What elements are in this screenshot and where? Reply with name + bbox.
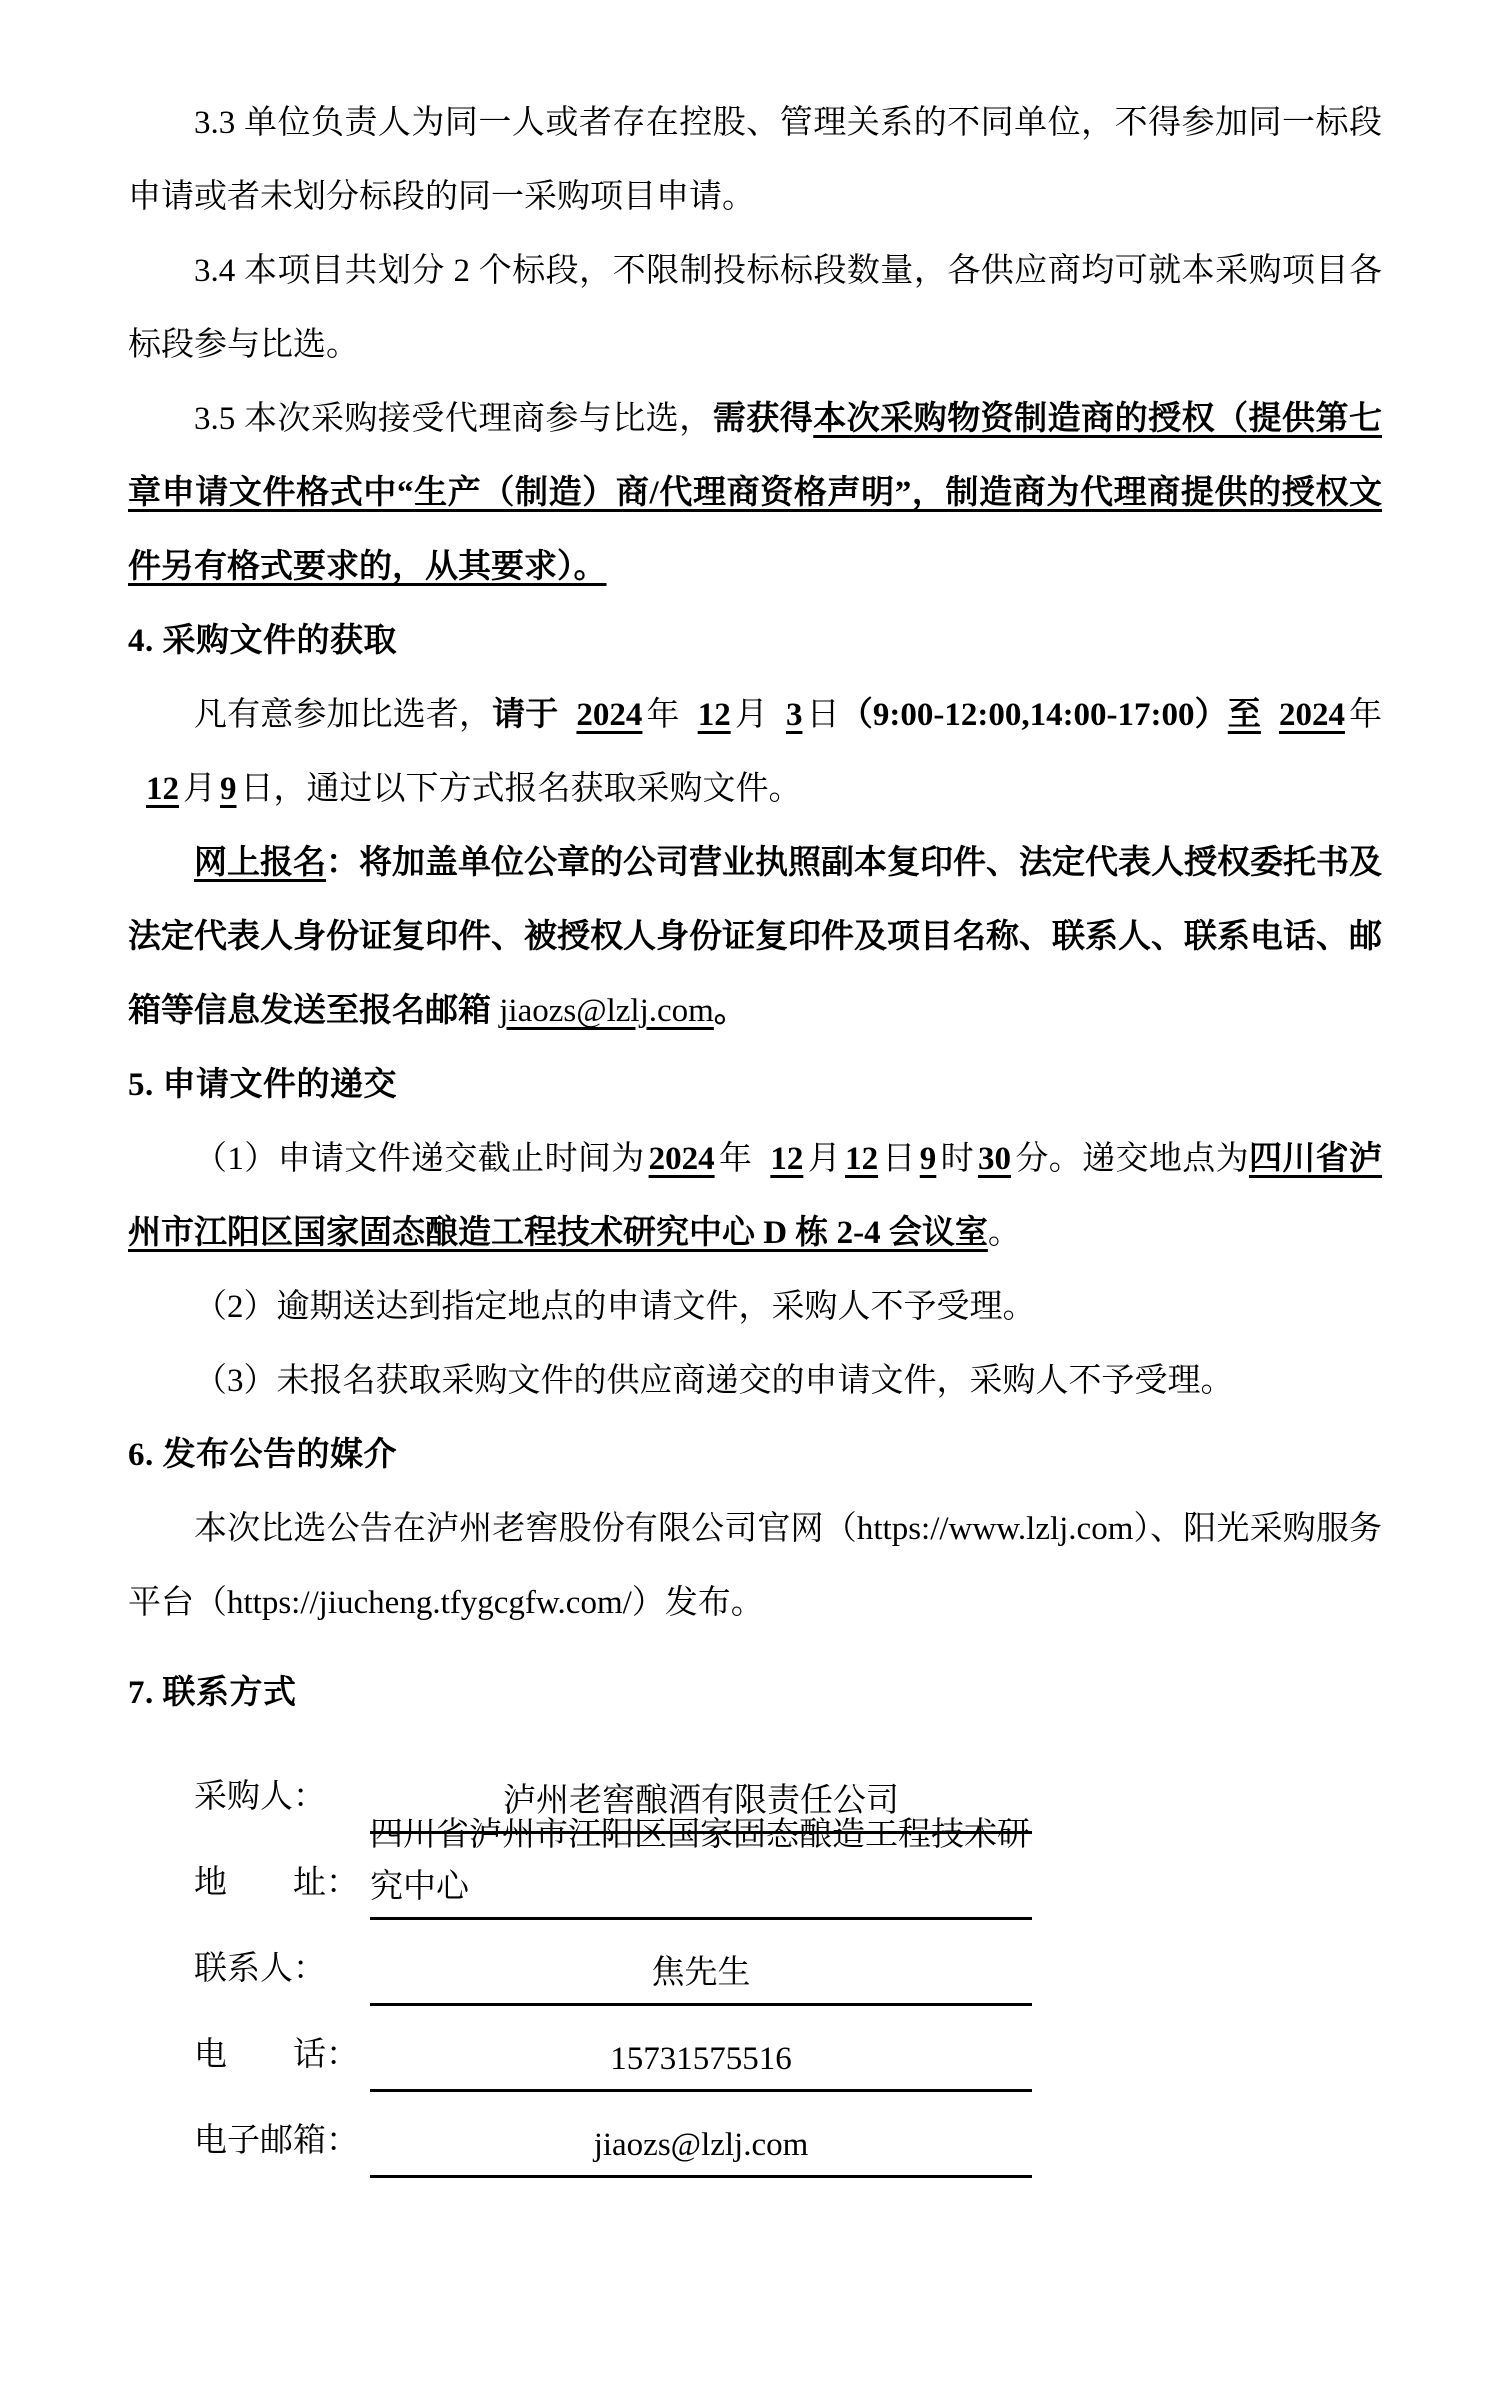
submission-deadline-prefix: （1）申请文件递交截止时间为 xyxy=(194,1141,645,1177)
contact-value-phone: 15731575516 xyxy=(370,2033,1032,2092)
paragraph-6-media xyxy=(128,1492,1382,1640)
contact-row-email xyxy=(128,2092,1382,2178)
deadline-minute-value: 30 xyxy=(978,1141,1012,1177)
online-registration-label: 网上报名 xyxy=(194,845,326,881)
start-month-value: 12 xyxy=(697,697,731,733)
deadline-day-unit: 日 xyxy=(882,1141,916,1177)
paragraph-3-5-emphasis: 需获得 xyxy=(712,401,814,437)
deadline-month-unit: 月 xyxy=(807,1141,842,1177)
paragraph-4-acquire xyxy=(128,678,1382,826)
heading-section-7 xyxy=(128,1656,1382,1730)
procurement-platform-url[interactable]: https://jiucheng.tfygcgfw.com/ xyxy=(227,1585,632,1621)
heading-section-4-title: 采购文件的获取 xyxy=(162,623,397,659)
end-day-unit: 日 xyxy=(240,771,274,807)
heading-section-6 xyxy=(128,1418,1382,1492)
heading-section-5 xyxy=(128,1048,1382,1122)
spacer xyxy=(128,1640,1382,1656)
media-text-2: ）、阳光采购服务平台（ xyxy=(128,1511,1383,1621)
start-day-value: 3 xyxy=(785,697,803,733)
acquire-to-label: 至 xyxy=(1227,697,1261,733)
heading-section-6-title: 发布公告的媒介 xyxy=(162,1437,397,1473)
media-text-3: ）发布。 xyxy=(631,1585,764,1621)
end-year-unit: 年 xyxy=(1348,697,1383,733)
deadline-minute-unit: 分 xyxy=(1015,1141,1049,1177)
contact-label-email: 电子邮箱： xyxy=(194,2123,359,2159)
start-year-value: 2024 xyxy=(576,697,643,733)
start-year-unit: 年 xyxy=(646,697,680,733)
submission-deadline-suffix: 。 xyxy=(987,1215,1021,1251)
paragraph-3-4: 3.4 本项目共划分 2 个标段，不限制投标标段数量，各供应商均可就本采购项目各标段参与比选。 xyxy=(128,253,1382,363)
paragraph-5-item-1 xyxy=(128,1122,1382,1270)
paragraph-3-5-plain: 3.5 本次采购接受代理商参与比选， xyxy=(194,401,713,437)
heading-section-7-title: 联系方式 xyxy=(162,1675,297,1711)
acquire-tail: ，通过以下方式报名获取采购文件。 xyxy=(273,771,802,807)
official-website-url[interactable]: https://www.lzlj.com xyxy=(856,1511,1134,1547)
submission-place: 四川省泸州市江阳区国家固态酿造工程技术研究中心 D 栋 2-4 会议室 xyxy=(128,1141,1383,1251)
contact-value-email[interactable]: jiaozs@lzlj.com xyxy=(370,2119,1032,2178)
start-month-unit: 月 xyxy=(734,697,768,733)
deadline-year-unit: 年 xyxy=(718,1141,753,1177)
contact-row-person xyxy=(128,1920,1382,2006)
contact-label-purchaser: 采购人： xyxy=(194,1779,326,1815)
registration-email[interactable]: jiaozs@lzlj.com xyxy=(499,993,714,1029)
heading-section-4 xyxy=(128,604,1382,678)
acquire-hours: （9:00-12:00,14:00-17:00） xyxy=(839,697,1228,733)
acquire-please-on: 请于 xyxy=(492,697,559,733)
end-month-value: 12 xyxy=(146,771,179,807)
paragraph-3-5-underlined: 本次采购物资制造商的授权（提供第七章申请文件格式中“生产（制造）商/代理商资格声明”，制造商为代理商提供的授权文件另有格式要求的，从其要求）。 xyxy=(128,401,1383,585)
deadline-year-value: 2024 xyxy=(648,1141,715,1177)
media-text-1: 本次比选公告在泸州老窖股份有限公司官网（ xyxy=(194,1511,857,1547)
contact-label-phone: 电 话： xyxy=(194,2037,359,2073)
document-body xyxy=(128,86,1382,2178)
heading-section-4-number: 4. xyxy=(128,623,154,659)
submission-deadline-mid: 。递交地点为 xyxy=(1048,1141,1249,1177)
deadline-hour-unit: 时 xyxy=(940,1141,975,1177)
heading-section-6-number: 6. xyxy=(128,1437,154,1473)
deadline-month-value: 12 xyxy=(770,1141,804,1177)
deadline-hour-value: 9 xyxy=(919,1141,937,1177)
contact-row-phone xyxy=(128,2006,1382,2092)
start-day-unit: 日 xyxy=(806,697,840,733)
contact-value-purchaser: 泸州老窖酿酒有限责任公司 xyxy=(370,1775,1032,1834)
paragraph-4-online-registration xyxy=(128,826,1382,1048)
deadline-day-value: 12 xyxy=(845,1141,879,1177)
online-registration-colon: ： xyxy=(326,845,359,881)
heading-section-7-number: 7. xyxy=(128,1675,154,1711)
end-day-value: 9 xyxy=(220,771,237,807)
heading-section-5-title: 申请文件的递交 xyxy=(162,1067,397,1103)
end-year-value: 2024 xyxy=(1278,697,1345,733)
paragraph-5-item-3: （3）未报名获取采购文件的供应商递交的申请文件，采购人不予受理。 xyxy=(194,1363,1234,1399)
online-registration-period: 。 xyxy=(713,993,747,1029)
online-registration-text: 将加盖单位公章的公司营业执照副本复印件、法定代表人授权委托书及法定代表人身份证复印件、被授权人身份证复印件及项目名称、联系人、联系电话、邮箱等信息发送至报名邮箱 xyxy=(128,845,1382,1029)
end-month-unit: 月 xyxy=(183,771,216,807)
contact-label-address: 地 址： xyxy=(194,1865,359,1901)
paragraph-3-3: 3.3 单位负责人为同一人或者存在控股、管理关系的不同单位，不得参加同一标段申请或者未划分标段的同一采购项目申请。 xyxy=(128,105,1382,215)
contact-block xyxy=(128,1748,1382,2178)
paragraph-5-item-2: （2）逾期送达到指定地点的申请文件，采购人不予受理。 xyxy=(194,1289,1036,1325)
contact-value-person: 焦先生 xyxy=(370,1947,1032,2006)
contact-value-address: 四川省泸州市江阳区国家固态酿造工程技术研究中心 xyxy=(370,1809,1032,1920)
acquire-lead: 凡有意参加比选者， xyxy=(194,697,493,733)
contact-label-person: 联系人： xyxy=(194,1951,326,1987)
paragraph-3-5 xyxy=(128,382,1382,604)
heading-section-5-number: 5. xyxy=(128,1067,154,1103)
contact-row-address xyxy=(128,1817,1382,1920)
